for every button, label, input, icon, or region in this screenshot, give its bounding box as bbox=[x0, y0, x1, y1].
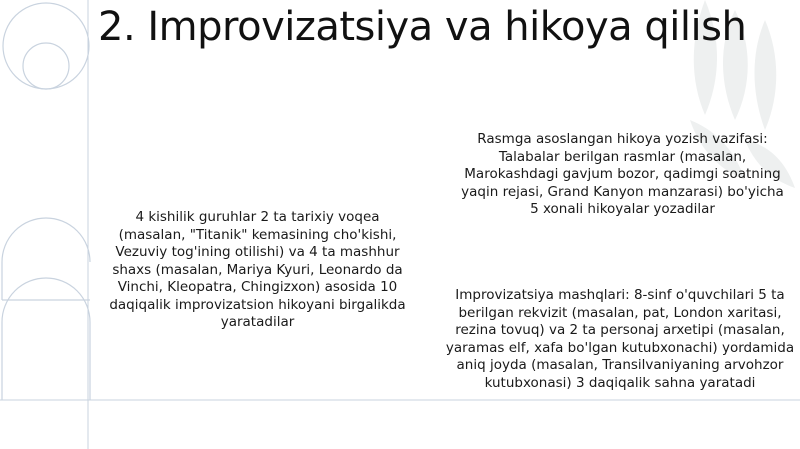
deco-arch-upper bbox=[2, 218, 90, 300]
text-block-picture-story: Rasmga asoslangan hikoya yozish vazifasi: Talabalar berilgan rasmlar (masalan, Marokashdagi gavjum bozor, qadimgi soatning yaqin rejasi, Grand Kanyon manzarasi) bo'yicha 5 xonali hikoyalar yozadilar bbox=[461, 131, 784, 217]
text-block-group-improvisation: 4 kishilik guruhlar 2 ta tarixiy voqea (masalan, "Titanik" kemasining cho'kishi, Vezuviy tog'ining otilishi) va 4 ta mashhur shaxs (masalan, Mariya Kyuri, Leonardo da Vinchi, Kleopatra, Chingizxon) asosida 10 daqiqalik improvizatsion hikoyani birgalikda yaratadilar bbox=[109, 209, 406, 330]
deco-circle-small bbox=[23, 43, 69, 89]
deco-circle-large bbox=[3, 3, 89, 89]
text-block-improvisation-exercises: Improvizatsiya mashqlari: 8-sinf o'quvchilari 5 ta berilgan rekvizit (masalan, pat, London xaritasi, rezina tovuq) va 2 ta personaj arxetipi (masalan, yaramas elf, xafa bo'lgan kutubxonachi) yordamida aniq joyda (masalan, Transilvaniyaning arvohzor kutubxonasi) 3 daqiqalik sahna yaratadi bbox=[445, 287, 795, 391]
slide-title: 2. Improvizatsiya va hikoya qilish bbox=[98, 4, 747, 50]
deco-arch-lower bbox=[2, 278, 90, 400]
